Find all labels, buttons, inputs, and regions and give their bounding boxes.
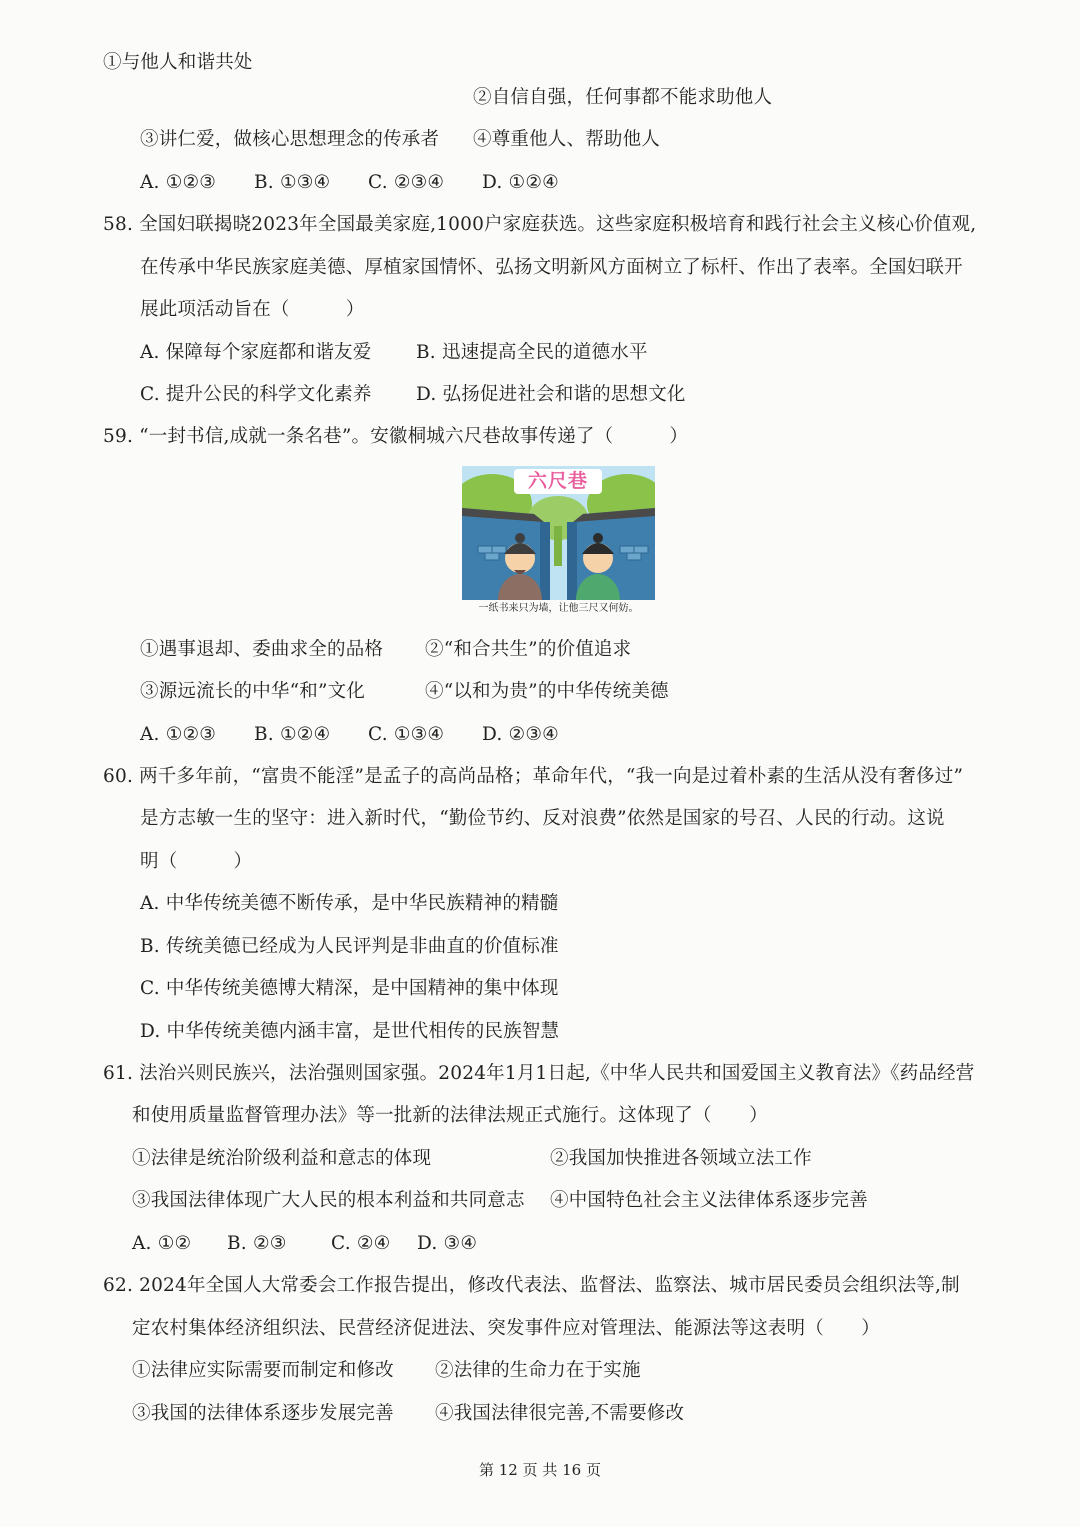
illustration-title: 六尺巷 bbox=[527, 470, 588, 492]
q61-stem-line-1: 61. 法治兴则民族兴，法治强则国家强。2024年1月1日起,《中华人民共和国爱国主义教育法》《药品经营 bbox=[103, 1063, 975, 1084]
illustration-caption: 一纸书来只为墙，让他三尺又何妨。 bbox=[478, 603, 639, 614]
q60-stem-line-2: 是方志敏一生的坚守：进入新时代，“勤俭节约、反对浪费”依然是国家的号召、人民的行动。这说 bbox=[140, 808, 945, 829]
q60-stem-line-3: 明（ ） bbox=[140, 851, 253, 872]
q61-option-2: ②我国加快推进各领域立法工作 bbox=[550, 1148, 812, 1169]
q59-choice-c: C. ①③④ bbox=[368, 724, 445, 745]
q59-option-3: ③源远流长的中华“和”文化 bbox=[140, 681, 366, 702]
q57-option-1: ①与他人和谐共处 bbox=[103, 52, 253, 73]
q61-choices bbox=[132, 1231, 477, 1257]
q61-choice-c: C. ②④ bbox=[331, 1233, 391, 1254]
q61-choice-d: D. ③④ bbox=[417, 1233, 478, 1254]
q61-option-1: ①法律是统治阶级利益和意志的体现 bbox=[132, 1148, 432, 1169]
q60-choice-c: C. 中华传统美德博大精深，是中国精神的集中体现 bbox=[140, 978, 559, 999]
q59-option-4: ④“以和为贵”的中华传统美德 bbox=[425, 681, 669, 702]
q60-choice-a: A. 中华传统美德不断传承，是中华民族精神的精髓 bbox=[140, 893, 559, 914]
q57-choice-b: B. ①③④ bbox=[254, 172, 331, 193]
q57-option-2: ②自信自强，任何事都不能求助他人 bbox=[473, 87, 773, 108]
q60-choice-b: B. 传统美德已经成为人民评判是非曲直的价值标准 bbox=[140, 936, 559, 957]
q59-choice-b: B. ①②④ bbox=[254, 724, 331, 745]
q62-stem-line-1: 62. 2024年全国人大常委会工作报告提出，修改代表法、监督法、监察法、城市居民委员会组织法等,制 bbox=[103, 1275, 960, 1296]
q58-choice-d: D. 弘扬促进社会和谐的思想文化 bbox=[416, 384, 686, 405]
q61-stem-line-2: 和使用质量监督管理办法》等一批新的法律法规正式施行。这体现了（ ） bbox=[132, 1105, 768, 1126]
q62-option-2: ②法律的生命力在于实施 bbox=[435, 1360, 641, 1381]
q57-choice-d: D. ①②④ bbox=[482, 172, 559, 193]
q59-choice-d: D. ②③④ bbox=[482, 724, 559, 745]
q62-option-1: ①法律应实际需要而制定和修改 bbox=[132, 1360, 394, 1381]
q62-stem-line-2: 定农村集体经济组织法、民营经济促进法、突发事件应对管理法、能源法等这表明（ ） bbox=[132, 1318, 881, 1339]
q57-option-3: ③讲仁爱，做核心思想理念的传承者 bbox=[140, 129, 440, 150]
q59-choices bbox=[140, 722, 559, 748]
q62-option-4: ④我国法律很完善,不需要修改 bbox=[435, 1403, 685, 1424]
q59-stem-line-1: 59. “一封书信,成就一条名巷”。安徽桐城六尺巷故事传递了（ ） bbox=[103, 426, 689, 447]
q59-choice-a: A. ①②③ bbox=[140, 724, 217, 745]
q58-stem-line-3: 展此项活动旨在（ ） bbox=[140, 299, 365, 320]
q60-choice-d: D. 中华传统美德内涵丰富，是世代相传的民族智慧 bbox=[140, 1021, 560, 1042]
q58-choice-c: C. 提升公民的科学文化素养 bbox=[140, 384, 372, 405]
q58-choice-b: B. 迅速提高全民的道德水平 bbox=[416, 342, 648, 363]
q57-choices bbox=[140, 170, 559, 196]
q62-option-3: ③我国的法律体系逐步发展完善 bbox=[132, 1403, 394, 1424]
q57-option-4: ④尊重他人、帮助他人 bbox=[473, 129, 661, 150]
q60-stem-line-1: 60. 两千多年前，“富贵不能淫”是孟子的高尚品格；革命年代，“我一向是过着朴素的生活从没有奢侈过” bbox=[103, 766, 964, 787]
q58-choice-a: A. 保障每个家庭都和谐友爱 bbox=[140, 342, 372, 363]
q57-choice-a: A. ①②③ bbox=[140, 172, 217, 193]
q57-choice-c: C. ②③④ bbox=[368, 172, 445, 193]
page-number-footer: 第 12 页 共 16 页 bbox=[478, 1461, 601, 1479]
liuchi-alley-illustration bbox=[462, 466, 655, 618]
q58-stem-line-1: 58. 全国妇联揭晓2023年全国最美家庭,1000户家庭获选。这些家庭积极培育和践行社会主义核心价值观, bbox=[103, 214, 977, 235]
q59-option-1: ①遇事退却、委曲求全的品格 bbox=[140, 639, 384, 660]
q61-option-4: ④中国特色社会主义法律体系逐步完善 bbox=[550, 1190, 868, 1211]
q61-option-3: ③我国法律体现广大人民的根本利益和共同意志 bbox=[132, 1190, 525, 1211]
q59-option-2: ②“和合共生”的价值追求 bbox=[425, 639, 632, 660]
q58-stem-line-2: 在传承中华民族家庭美德、厚植家国情怀、弘扬文明新风方面树立了标杆、作出了表率。全国妇联开 bbox=[140, 257, 963, 278]
q61-choice-a: A. ①② bbox=[132, 1233, 192, 1254]
q61-choice-b: B. ②③ bbox=[227, 1233, 287, 1254]
